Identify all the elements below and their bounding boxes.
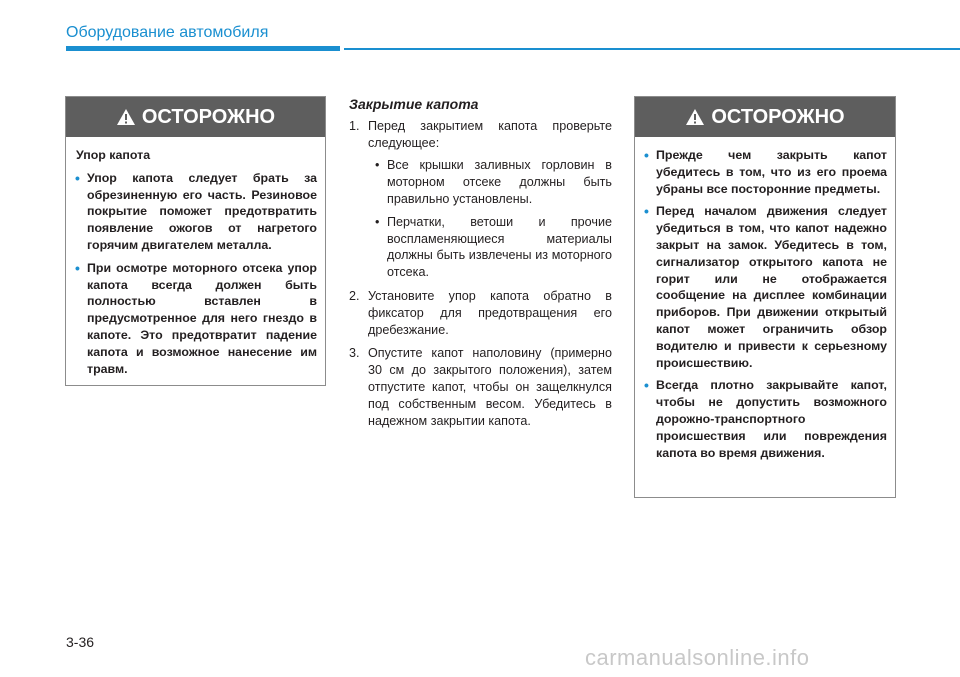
bullet-icon: • (644, 147, 649, 163)
bullet-icon: • (75, 169, 80, 186)
warning-item: • Перед началом движения следует убедиться в том, что капот надежно закрыт на замок. Убедитесь в том, сигнализатор открытого капота не горит или не отображается сообщение на дисплее комбинации приборов. При движении открытый капот может ограничить обзор водителю и привести к серьезному происшествию. (644, 203, 887, 370)
step-item: 2. Установите упор капота обратно в фиксатор для предотвращения его дребезжание. (349, 288, 612, 337)
warning-item: • Прежде чем закрыть капот убедитесь в том, что из его проема убраны все посторонние предметы. (644, 147, 887, 196)
header-rule-thin (344, 48, 960, 50)
warning-triangle-icon (685, 108, 705, 126)
step-item: 3. Опустите капот наполовину (примерно 30 см до закрытого положения), затем отпустите капот, чтобы он защелкнулся под собственным весом. Убедитесь в надежном закрытии капота. (349, 346, 612, 428)
step-item: 1. Перед закрытием капота проверьте следующее: • Все крышки заливных горловин в моторном отсеке должны быть правильно установлены. • Перчатки, ветоши и прочие воспламеняющиеся материалы должны быть извлечены из моторного отсека. (349, 118, 612, 280)
header-rule-thick (66, 46, 340, 51)
warning-item: • Всегда плотно закрывайте капот, чтобы не допустить возможного дорожно-транспортного происшествия или повреждения капота во время движения. (644, 377, 887, 460)
warning-item: • При осмотре моторного отсека упор капота всегда должен быть полностью вставлен в предусмотренное для него гнездо в капоте. Это предотвратит падение капота и возможное нанесение им травм. (75, 259, 317, 376)
page-number: 3-36 (66, 634, 95, 650)
warning-header-right (635, 97, 895, 137)
bullet-icon: • (644, 203, 649, 220)
warning-item: • Упор капота следует брать за обрезиненную его часть. Резиновое покрытие поможет предотвратить появление ожогов от нагретого горячим двигателем металла. (75, 169, 317, 252)
watermark: carmanualsonline.info (585, 645, 810, 670)
substep-item: • Все крышки заливных горловин в моторном отсеке должны быть правильно установлены. (375, 158, 612, 206)
substep-item: • Перчатки, ветоши и прочие воспламеняющиеся материалы должны быть извлечены из моторного отсека. (375, 214, 612, 280)
warning-header-left (66, 97, 325, 137)
warning-box-left (65, 96, 326, 386)
section-title: Закрытие капота (349, 96, 479, 112)
warning-title: Упор капота (76, 148, 151, 162)
main-content (349, 96, 612, 436)
bullet-icon: • (75, 259, 80, 276)
warning-heading: ОСТОРОЖНО (141, 105, 276, 128)
warning-heading: ОСТОРОЖНО (711, 105, 845, 128)
warning-box-right (634, 96, 896, 498)
bullet-icon: • (644, 377, 649, 394)
section-header: Оборудование автомобиля (66, 24, 269, 41)
warning-triangle-icon (116, 108, 136, 126)
